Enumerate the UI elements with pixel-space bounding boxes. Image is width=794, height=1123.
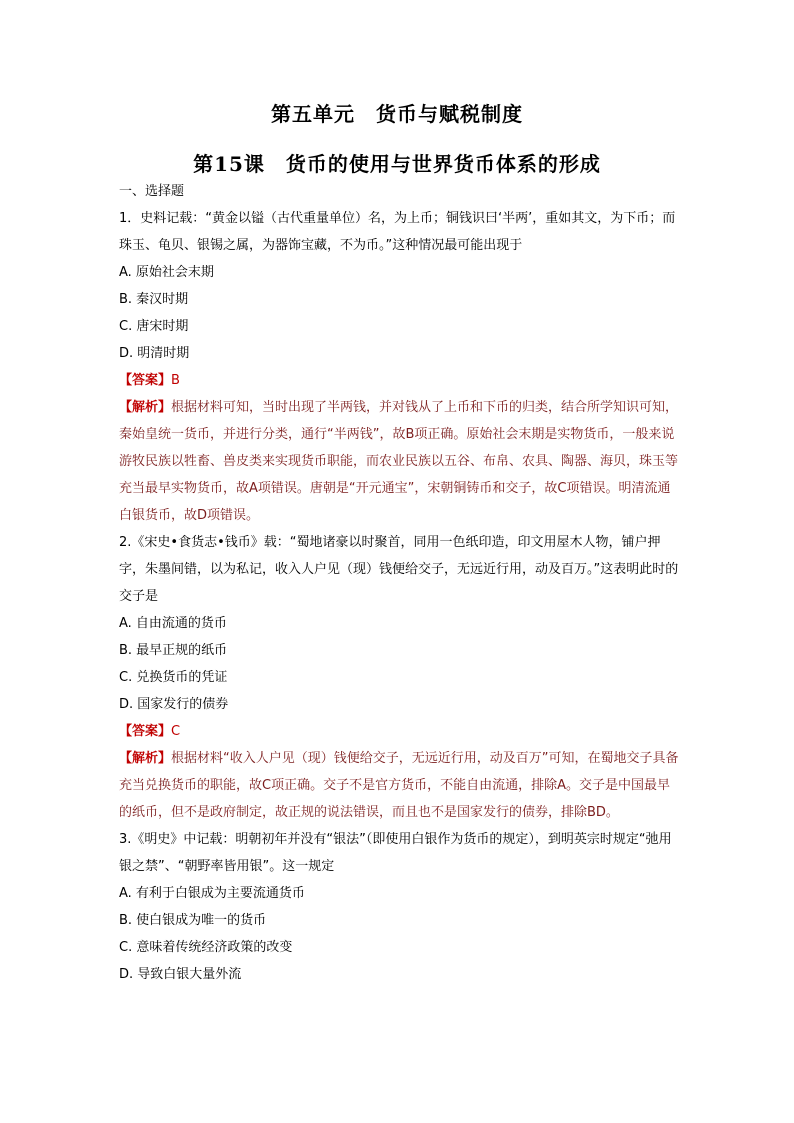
analysis-label: 【解析】: [119, 400, 172, 415]
question-stem: 2.《宋史•食货志•钱币》载：“蜀地诸豪以时聚首，同用一色纸印造，印文用屋木人物，铺户押字，朱墨间错，以为私记，收入人户见（现）钱便给交子，无远近行用，动及百万。”这表明此时的交子是: [119, 535, 679, 604]
question-stem: 1．史料记载：“黄金以镒（古代重量单位）名，为上币；铜钱识曰‘半两’，重如其文，为下币；而珠玉、龟贝、银锡之属，为器饰宝藏，不为币。”这种情况最可能出现于: [119, 211, 676, 253]
option: C. 意味着传统经济政策的改变: [119, 940, 293, 955]
analysis-text: 根据材料“收入人户见（现）钱便给交子，无远近行用，动及百万”可知，在蜀地交子具备充当兑换货币的职能，故C项正确。交子不是官方货币，不能自由流通，排除A。交子是中国最早的纸币，但不是政府制定，故正规的说法错误，而且也不是国家发行的债券，排除BD。: [119, 751, 679, 820]
option: B. 秦汉时期: [119, 292, 189, 307]
option: A. 原始社会末期: [119, 265, 214, 280]
option: A. 自由流通的货币: [119, 616, 227, 631]
analysis-line: [119, 745, 679, 826]
answer-line: [119, 367, 679, 394]
answer-value: B: [171, 373, 180, 388]
question-stem: 3.《明史》中记载：明朝初年并没有“银法”（即使用白银作为货币的规定），到明英宗时规定“弛用银之禁”、“朝野率皆用银”。这一规定: [119, 832, 672, 874]
option: B. 最早正规的纸币: [119, 643, 228, 658]
unit-title: 第五单元 货币与赋税制度: [271, 102, 523, 126]
option: C. 唐宋时期: [119, 319, 189, 334]
option: D. 国家发行的债券: [119, 697, 229, 712]
option: D. 明清时期: [119, 346, 190, 361]
answer-value: C: [171, 724, 181, 739]
answer-label: 【答案】: [119, 724, 172, 739]
option: B. 使白银成为唯一的货币: [119, 913, 267, 928]
option: D. 导致白银大量外流: [119, 967, 242, 982]
option: A. 有利于白银成为主要流通货币: [119, 886, 305, 901]
analysis-label: 【解析】: [119, 751, 172, 766]
document-body: [119, 178, 679, 988]
answer-label: 【答案】: [119, 373, 172, 388]
section-heading: 一、选择题: [119, 184, 185, 199]
answer-line: [119, 718, 679, 745]
analysis-line: [119, 394, 679, 529]
lesson-title: 第15课 货币的使用与世界货币体系的形成: [193, 152, 601, 176]
option: C. 兑换货币的凭证: [119, 670, 228, 685]
analysis-text: 根据材料可知，当时出现了半两钱，并对钱从了上币和下币的归类，结合所学知识可知，秦始皇统一货币，并进行分类，通行“半两钱”，故B项正确。原始社会末期是实物货币，一般来说游牧民族以牲畜、兽皮类来实现货币职能，而农业民族以五谷、布帛、农具、陶器、海贝，珠玉等充当最早实物货币，故A项错误。唐朝是“开元通宝”，宋朝铜铸币和交子，故C项错误。明清流通白银货币，故D项错误。: [119, 400, 679, 523]
